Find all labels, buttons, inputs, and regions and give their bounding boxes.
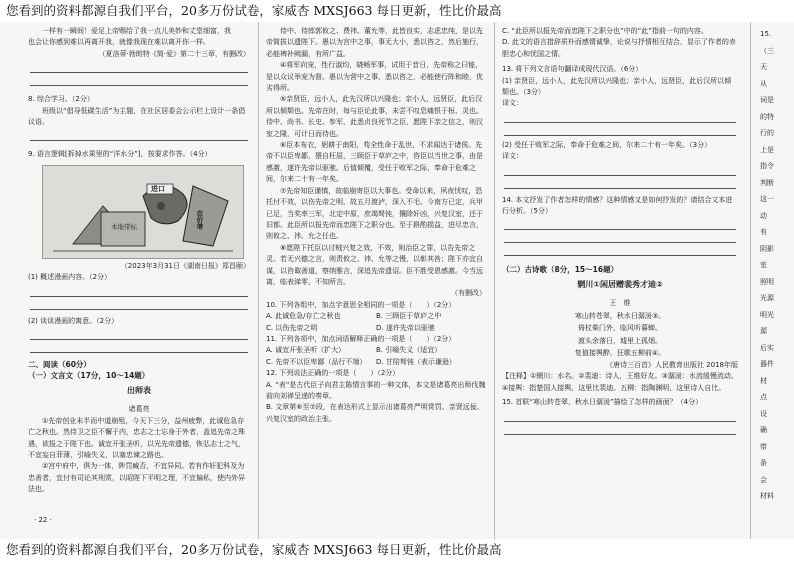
section-reading: 二、阅读（60分） <box>28 360 91 370</box>
question-9-2: (2) 谈谈漫画的寓意。（2分） <box>28 316 119 325</box>
passage-paragraph: 侍中、侍郎郭攸之、费祎、董允等，此皆良实，志虑忠纯，是以先帝简拔以遗陛下。愚以为宫中之事，事无大小，悉以咨之，然后施行，必能裨补阙漏，有所广益。 <box>266 27 483 58</box>
partial-text-line: （三 <box>760 46 774 55</box>
poem-line: 渡头余落日，墟里上孤烟。 <box>578 336 662 345</box>
answer-line <box>30 60 248 73</box>
answer-line <box>504 243 736 256</box>
option[interactable]: A. 诚宜开张圣听（扩大） <box>266 346 346 355</box>
cartoon-label-right: 农价增 <box>195 209 204 230</box>
partial-text-line: 词是 <box>760 96 774 104</box>
answer-line <box>504 217 736 230</box>
option[interactable]: B. 三顾臣于草庐之中 <box>376 312 442 321</box>
poem-line: 倚杖柴门外，临风听暮蝉。 <box>578 324 662 333</box>
cartoon-drawing <box>43 166 243 258</box>
option[interactable]: C. 先帝不以臣卑鄙（品行不端） <box>266 357 367 366</box>
partial-text-line: 行的 <box>760 129 774 137</box>
excerpt-line: 一样有一瞬间！爱足上帝赐给了我一点儿美妙和丈堂细富，我 <box>42 27 231 35</box>
translation-label: 译文： <box>502 99 523 108</box>
passage-paragraph: ⑧愿陛下托臣以讨贼兴复之效，不效，则治臣之罪，以告先帝之灵。若无兴德之言，则责攸之、祎、允等之慢，以彰其咎；陛下亦宜自谋，以咨诹善道，察纳雅言，深追先帝遗诏。臣不胜受恩感激。今当远离，临表涕零，不知所言。 <box>266 243 483 286</box>
page-edge-divider <box>750 22 751 539</box>
partial-text-line: 条 <box>760 459 767 467</box>
poem-notes: 【注释】①辋川：水名。②裴迪：诗人，王维好友。③潺湲：水流缓慢流动。④接舆：指楚国人接舆，这里比裴迪。五柳：指陶渊明，这里诗人自比。 <box>502 372 738 392</box>
partial-text-line: 光源 <box>760 294 774 302</box>
partial-text-line: 上是 <box>760 145 774 154</box>
partial-text-line: 指令 <box>760 162 774 170</box>
poem-line: 寒山转苍翠，秋水日潺湲③。 <box>574 311 666 320</box>
answer-line <box>30 128 248 141</box>
option[interactable]: D. 甘陪驽钝（表示谦逊） <box>376 357 456 366</box>
answer-line <box>504 163 736 176</box>
partial-text-line: 这一 <box>760 195 774 203</box>
question-15: 15. 首联“寒山转苍翠，秋水日潺湲”描绘了怎样的画面？（4分） <box>502 398 703 407</box>
question-9-1: (1) 概述漫画内容。（2分） <box>28 273 112 282</box>
partial-text-line: 源 <box>760 327 767 335</box>
passage-paragraph: ⑥臣本布衣，躬耕于南阳，苟全性命于乱世，不求闻达于诸侯。先帝不以臣卑鄙，猥自枉屈，三顾臣于草庐之中，咨臣以当世之事，由是感激，遂许先帝以驱驰。后值倾覆，受任于败军之际，奉命于危难之间，尔来二十有一年矣。 <box>266 141 483 184</box>
answer-line <box>504 230 736 243</box>
answer-line <box>504 409 736 422</box>
option[interactable]: C. 以伤先帝之明 <box>266 323 318 332</box>
answer-line <box>30 73 248 86</box>
passage-paragraph: ⑦先帝知臣谨慎，故临崩寄臣以大事也。受命以来，夙夜忧叹，恐托付不效，以伤先帝之明，故五月渡泸，深入不毛。今南方已定，兵甲已足，当奖率三军，北定中原，庶竭驽钝，攘除奸凶，兴复汉室，还于旧都。此臣所以报先帝而忠陛下之职分也。至于斟酌损益，进尽忠言，则攸之、祎、允之任也。 <box>266 186 483 241</box>
column-divider <box>494 22 495 539</box>
partial-text-line: 15. <box>760 30 772 38</box>
option[interactable]: B. 文章第⑥至⑦段，在表达形式上显示出诸葛亮严明赏罚、亲贤远佞、兴复汉室的政治主张。 <box>266 403 484 423</box>
poem-source: 《唐诗三百首》人民教育出版社 2018年版 <box>605 361 738 370</box>
question-13: 13. 将下列文言语句翻译成现代汉语。（6分） <box>502 65 643 74</box>
page-number: · 22 · <box>34 516 52 524</box>
cartoon-caption: （2023年3月31日《湖南日报》郑昌颐） <box>120 261 250 270</box>
cartoon-label-left: 本地带标 <box>111 222 137 231</box>
question-8-text: 班级以“倡导低碳生活”为主题，在社区居委会公示栏上设计一条倡议语。 <box>28 106 246 127</box>
option[interactable]: D. 遂许先帝以驱驰 <box>376 323 435 332</box>
partial-text-line: 照明 <box>760 277 774 286</box>
column-divider <box>258 22 259 539</box>
question-9-label: 9. 语言逻辑[拆掉水果里的“洋水分”]，按要求作答。（4分） <box>28 150 212 159</box>
partial-text-line: 判断 <box>760 178 774 187</box>
partial-text-line: 天 <box>760 63 767 71</box>
column-3 <box>502 26 738 435</box>
column-1 <box>28 26 250 496</box>
excerpt-source: （夏洛蒂·勃朗特《简·爱》第二十三章，有删改） <box>98 49 250 58</box>
partial-text-line: 材 <box>760 376 767 385</box>
question-11: 11. 下列各项中，加点词语解释正确的一项是（ ）（2分） <box>266 334 456 343</box>
partial-text-line: 阴影 <box>760 244 774 253</box>
partial-text-line: 动 <box>760 211 767 220</box>
partial-text-line: 点 <box>760 393 767 401</box>
question-13-1: (1) 亲贤臣，远小人，此先汉所以兴隆也；亲小人，远贤臣，此后汉所以倾颓也。（3分） <box>502 76 732 97</box>
translation-label: 译文： <box>502 152 523 161</box>
exam-sheet <box>0 22 794 539</box>
answer-line <box>504 176 736 189</box>
answer-line <box>30 297 248 310</box>
passage-paragraph: ②宫中府中，俱为一体，陟罚臧否，不宜异同。若有作奸犯科及为忠善者，宜付有司论其刑赏，以昭陛下平明之理，不宜偏私，使内外异法也。 <box>28 462 245 494</box>
passage-paragraph: ⑤亲贤臣，远小人，此先汉所以兴隆也；亲小人，远贤臣，此后汉所以倾颓也。先帝在时，每与臣论此事，未尝不叹息痛恨于桓、灵也。侍中、尚书、长史、参军，此悉贞良死节之臣，愿陛下亲之信之，则汉室之隆，可计日而待也。 <box>266 95 483 138</box>
option[interactable]: B. 引喻失义（适宜） <box>376 346 442 355</box>
passage-title: 出师表 <box>127 385 151 395</box>
section-poem: （二）古诗歌（8分，15～16题） <box>502 265 619 275</box>
question-11-options <box>266 345 486 368</box>
option[interactable]: D. 此文的语言措辞质朴而感情诚挚，论说与抒情相互结合，显示了作者的赤胆忠心和忧国之情。 <box>502 38 736 58</box>
partial-text-line: 从 <box>760 79 767 88</box>
partial-text-line: 器件 <box>760 360 774 368</box>
cartoon-image <box>42 165 244 259</box>
partial-text-line: 确 <box>760 426 767 434</box>
partial-text-line: 有 <box>760 228 767 236</box>
answer-line <box>30 340 248 353</box>
question-13-2: (2) 受任于败军之际，奉命于危难之间，尔来二十有一年矣。（3分） <box>502 140 712 149</box>
option[interactable]: A. “表”是古代臣子向君主陈情言事的一种文体，本文是诸葛亮出师伐魏前向刘禅呈递的奏章。 <box>266 380 486 400</box>
answer-line <box>30 327 248 340</box>
partial-text-line: 的特 <box>760 112 774 121</box>
passage-paragraph: ④将军向宠，性行淑均，晓畅军事，试用于昔日，先帝称之曰能，是以众议举宠为督。愚以为营中之事，悉以咨之，必能使行阵和睦，优劣得所。 <box>266 61 483 93</box>
partial-text-line: 设 <box>760 409 767 418</box>
question-8-label: 8. 综合学习。（2分） <box>28 95 94 104</box>
partial-text-line: 明光 <box>760 310 774 319</box>
section-classical: （一）文言文（17分，10～14题） <box>28 371 150 381</box>
column-2 <box>266 26 486 425</box>
option[interactable]: A. 此诚危急/存亡之秋也 <box>266 312 341 321</box>
partial-text-line: 会 <box>760 475 767 484</box>
partial-text-line: 材料 <box>760 492 774 500</box>
excerpt-line: 也会让你感到难以再离开我，就像我现在难以离开你一样。 <box>28 38 210 47</box>
passage-source: （有删改） <box>451 289 486 298</box>
column-4-partial <box>760 26 794 505</box>
answer-line <box>504 422 736 435</box>
cartoon-label-import: 进口 <box>151 184 165 193</box>
partial-text-line: 室 <box>760 261 767 269</box>
answer-line <box>30 284 248 297</box>
partial-text-line: 后实 <box>760 343 774 352</box>
option[interactable]: C. “此臣所以报先帝而忠陛下之职分也”中的“此”指前一句的内容。 <box>502 27 708 35</box>
passage-author: 诸葛亮 <box>128 405 150 414</box>
question-12: 12. 下列说法正确的一项是（ ）（2分） <box>266 369 400 378</box>
watermark-banner-top: 您看到的资料都源自我们平台，20多万份试卷，家威杏 MXSJ663 每日更新，性比价最高 <box>0 0 794 22</box>
answer-line <box>504 123 736 136</box>
answer-line <box>504 110 736 123</box>
poem-line: 复值接舆醉，狂歌五柳前④。 <box>574 349 666 358</box>
poem-author: 王 维 <box>609 299 631 308</box>
question-10: 10. 下列各组中，加点字意思全相同的一项是（ ）（2分） <box>266 300 456 309</box>
poem-title: 辋川①闲居赠裴秀才迪② <box>577 279 663 289</box>
partial-text-line: 带 <box>760 442 767 451</box>
passage-paragraph: ①先帝创业未半而中道崩殂，今天下三分，益州疲弊，此诚危急存亡之秋也。然侍卫之臣不懈于内，忠志之士忘身于外者，盖追先帝之殊遇，欲报之于陛下也。诚宜开张圣听，以光先帝遗德，恢弘志士之气，不宜妄自菲薄，引喻失义，以塞忠谏之路也。 <box>28 416 245 459</box>
question-10-options <box>266 311 486 334</box>
question-14: 14. 本文抒发了作者怎样的情感？这种情感又是如何抒发的？请结合文本进行分析。（5分） <box>502 195 733 216</box>
watermark-banner-bottom: 您看到的资料都源自我们平台，20多万份试卷，家威杏 MXSJ663 每日更新，性比价最高 <box>0 539 794 561</box>
poem-body <box>502 310 738 360</box>
